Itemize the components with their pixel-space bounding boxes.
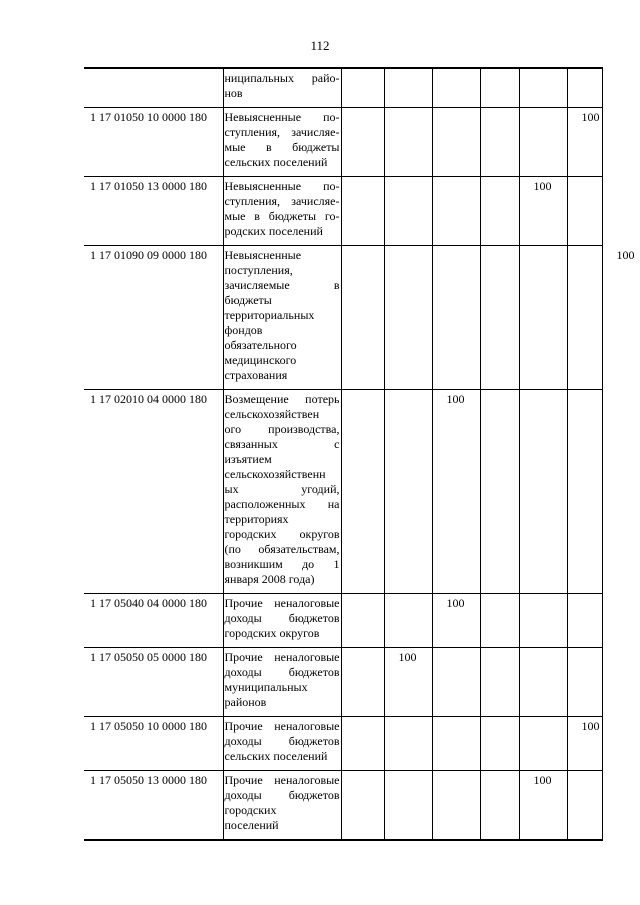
income-name-line: ых угодий, [224, 482, 340, 496]
percent-value-cell [480, 246, 519, 390]
income-name-line: Прочие неналоговые [224, 596, 340, 610]
income-name-line: нов [224, 86, 243, 100]
income-name-line: территориальных [224, 308, 315, 322]
income-name-line: фондов [224, 323, 263, 337]
income-name-line: Прочие неналоговые [224, 773, 340, 787]
budget-code-cell: 1 17 05050 10 0000 180 [84, 717, 223, 771]
budget-classification-table [84, 67, 635, 841]
percent-value-cell [432, 648, 480, 717]
income-name-line: доходы бюджетов [224, 734, 340, 748]
percent-value-cell: 100 [519, 177, 567, 246]
income-name-line: сельскохозяйственн [224, 467, 326, 481]
income-name-line: расположенных на [224, 497, 340, 511]
income-name-line: медицинского [224, 353, 297, 367]
percent-value-cell [384, 594, 432, 648]
income-name-line: Невыясненные по- [224, 110, 340, 124]
income-name-line: сельских поселений [224, 155, 328, 169]
percent-value-cell [432, 108, 480, 177]
percent-value-cell [480, 648, 519, 717]
income-name-cell [223, 177, 341, 246]
income-name-line: городских округов [224, 527, 340, 541]
income-name-cell [223, 648, 341, 717]
percent-value-cell [341, 594, 384, 648]
income-name-cell [223, 594, 341, 648]
income-name-line: мые в бюджеты [224, 140, 340, 154]
income-name-line: мые в бюджеты го- [224, 209, 340, 223]
percent-value-cell [519, 648, 567, 717]
percent-value-cell [567, 771, 602, 841]
percent-value-cell [567, 68, 602, 108]
income-name-cell [223, 68, 341, 108]
income-name-line: Прочие неналоговые [224, 650, 340, 664]
income-name-line: бюджеты [224, 293, 272, 307]
percent-value-cell: 100 [567, 108, 602, 177]
income-name-line: ступления, зачисляе- [224, 194, 340, 208]
income-name-line: возникшим до 1 [224, 557, 340, 571]
budget-code-cell: 1 17 05050 05 0000 180 [84, 648, 223, 717]
budget-code-cell: 1 17 01050 13 0000 180 [84, 177, 223, 246]
income-name-line: ступления, зачисляе- [224, 125, 340, 139]
table-row [84, 390, 602, 594]
percent-value-cell: 100 [432, 594, 480, 648]
income-name-line: ого производства, [224, 422, 340, 436]
percent-value-cell [341, 648, 384, 717]
income-name-line: изъятием [224, 452, 272, 466]
income-name-line: Возмещение потерь [224, 392, 340, 406]
percent-value-cell [432, 717, 480, 771]
income-name-line: января 2008 года) [224, 572, 315, 586]
table-row [84, 594, 602, 648]
percent-value-cell [384, 177, 432, 246]
percent-value-cell [519, 108, 567, 177]
income-name-line: муниципальных [224, 680, 308, 694]
budget-code-cell: 1 17 05040 04 0000 180 [84, 594, 223, 648]
table-row [84, 108, 602, 177]
income-name-cell [223, 390, 341, 594]
percent-value-cell: 100 [384, 648, 432, 717]
income-name-line: поселений [224, 818, 279, 832]
income-name-line: городских [224, 803, 277, 817]
percent-value-cell: 100 [432, 390, 480, 594]
income-name-line: доходы бюджетов [224, 788, 340, 802]
percent-value-cell [480, 390, 519, 594]
budget-code-cell: 1 17 01050 10 0000 180 [84, 108, 223, 177]
budget-code-cell [84, 68, 223, 108]
percent-value-cell [384, 771, 432, 841]
table-row [84, 771, 602, 841]
income-name-line: доходы бюджетов [224, 665, 340, 679]
table-row [84, 648, 602, 717]
percent-value-cell [341, 246, 384, 390]
percent-value-cell [480, 771, 519, 841]
income-name-line: городских округов [224, 626, 320, 640]
income-name-cell [223, 108, 341, 177]
income-name-line: связанных с [224, 437, 340, 451]
percent-value-cell [567, 594, 602, 648]
percent-value-cell [519, 390, 567, 594]
income-name-line: родских поселений [224, 224, 323, 238]
income-name-line: ниципальных райо- [224, 71, 340, 85]
percent-value-cell [432, 771, 480, 841]
budget-code-cell: 1 17 02010 04 0000 180 [84, 390, 223, 594]
percent-value-cell [567, 648, 602, 717]
percent-value-cell: 100 [567, 717, 602, 771]
income-name-line: (по обязательствам, [224, 542, 340, 556]
percent-value-cell [432, 246, 480, 390]
percent-value-cell [384, 717, 432, 771]
income-name-line: зачисляемые в [224, 278, 340, 292]
percent-value-cell [384, 390, 432, 594]
table-row [84, 68, 602, 108]
percent-value-cell [341, 108, 384, 177]
percent-value-cell [480, 177, 519, 246]
income-name-line: поступления, [224, 263, 293, 277]
income-name-cell [223, 246, 341, 390]
income-name-line: страхования [224, 368, 288, 382]
table-row: 1 17 01090 09 0000 180 Невыясненные поступления, зачисляемые в бюджеты территориальных фондов обязательного медицинского страхования 100 [84, 246, 602, 390]
income-name-cell [223, 771, 341, 841]
income-name-line: доходы бюджетов [224, 611, 340, 625]
table-row [84, 717, 602, 771]
percent-value-cell [480, 717, 519, 771]
percent-value-cell [341, 717, 384, 771]
percent-value-cell [519, 246, 567, 390]
percent-value-cell [341, 771, 384, 841]
percent-value-cell [384, 68, 432, 108]
percent-value-cell [480, 108, 519, 177]
percent-value-cell [341, 390, 384, 594]
percent-value-cell [519, 594, 567, 648]
percent-value-cell [519, 68, 567, 108]
percent-value-cell [341, 177, 384, 246]
percent-value-cell [384, 246, 432, 390]
income-name-line: территориях [224, 512, 289, 526]
income-name-line: Прочие неналоговые [224, 719, 340, 733]
percent-value-cell: 100 [519, 771, 567, 841]
percent-value-cell [519, 717, 567, 771]
budget-code-cell: 1 17 01090 09 0000 180 [84, 246, 223, 390]
percent-value-cell [384, 108, 432, 177]
percent-value-cell [567, 177, 602, 246]
percent-value-cell [480, 594, 519, 648]
percent-value-cell [567, 390, 602, 594]
income-name-cell [223, 717, 341, 771]
income-name-line: обязательного [224, 338, 297, 352]
percent-value-cell [432, 68, 480, 108]
income-name-line: Невыясненные [224, 248, 302, 262]
income-name-line: районов [224, 695, 267, 709]
percent-value-cell [432, 177, 480, 246]
page-number: 112 [310, 38, 330, 53]
income-name-line: сельскохозяйствен [224, 407, 320, 421]
income-name-line: сельских поселений [224, 749, 328, 763]
table-body [84, 68, 635, 840]
income-name-line: Невыясненные по- [224, 179, 340, 193]
budget-code-cell: 1 17 05050 13 0000 180 [84, 771, 223, 841]
percent-value-cell [341, 68, 384, 108]
percent-value-cell [480, 68, 519, 108]
table-row [84, 177, 602, 246]
percent-value-cell [567, 246, 602, 390]
